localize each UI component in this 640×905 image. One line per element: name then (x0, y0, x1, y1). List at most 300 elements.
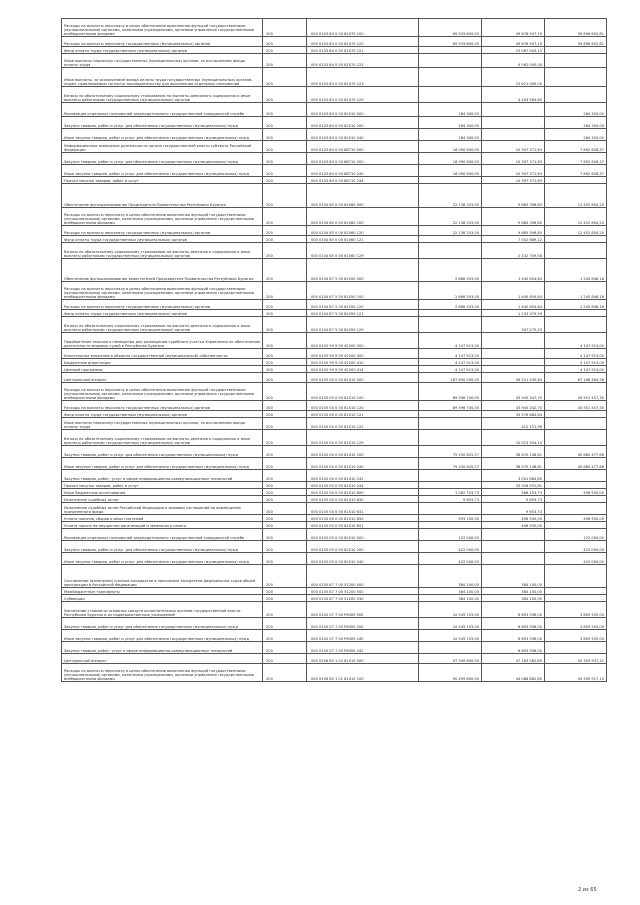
row-code-cell: 200 (263, 208, 307, 226)
table-row (62, 129, 607, 141)
row-executed-cell: 49 676 947,19 (482, 37, 545, 47)
row-unexecuted-cell: 284 300,00 (545, 103, 607, 117)
row-name-cell: Реализация отдельных полномочий законодательного государственной гражданской службе (62, 529, 263, 541)
row-executed-cell: - (482, 333, 545, 349)
row-code-cell: 200 (263, 553, 307, 565)
row-code-cell: 200 (263, 349, 307, 359)
table-row (62, 141, 607, 153)
table-row (62, 588, 607, 595)
table-row (62, 359, 607, 366)
row-approved-cell (419, 47, 482, 54)
row-approved-cell: 384 100,00 (419, 595, 482, 602)
row-kbk-cell: 000 0104 85 0 00 81060 100 (307, 208, 419, 226)
row-approved-cell (419, 482, 482, 489)
row-executed-cell: 384 100,00 (482, 595, 545, 602)
table-row (62, 496, 607, 503)
row-unexecuted-cell (545, 54, 607, 68)
page-indicator: 2 из 65 (578, 887, 597, 893)
row-executed-cell: - (482, 103, 545, 117)
row-code-cell: 200 (263, 503, 307, 515)
table-row (62, 47, 607, 54)
row-name-cell: Расходы на выплаты персоналу государственных (муниципальных) органов (62, 226, 263, 236)
row-executed-cell: 15 067 043,15 (482, 47, 545, 54)
row-name-cell: Прочая закупка товаров, работ и услуг (62, 482, 263, 489)
row-kbk-cell: 000 0104 87 5 00 81050 129 (307, 317, 419, 333)
row-unexecuted-cell (545, 243, 607, 259)
row-unexecuted-cell: 7 692 628,37 (545, 153, 607, 165)
table-row (62, 489, 607, 496)
row-approved-cell: 284 300,00 (419, 129, 482, 141)
row-unexecuted-cell (545, 522, 607, 529)
row-code-cell: 200 (263, 68, 307, 87)
row-kbk-cell: 000 0106 85 1 01 81010 100 (307, 664, 419, 682)
table-row (62, 208, 607, 226)
row-code-cell: 200 (263, 489, 307, 496)
row-unexecuted-cell (545, 418, 607, 430)
row-executed-cell: 47 183 562,69 (482, 654, 545, 664)
row-unexecuted-cell: 4 147 913,00 (545, 366, 607, 373)
row-kbk-cell: 000 0103 84 0 00 81070 100 (307, 19, 419, 37)
row-kbk-cell: 000 0104 87 5 00 81050 121 (307, 310, 419, 317)
row-code-cell: 200 (263, 588, 307, 595)
row-approved-cell (419, 411, 482, 418)
row-kbk-cell: 000 0105 00 0 00 82010 200 (307, 541, 419, 553)
row-unexecuted-cell: 284 300,00 (545, 117, 607, 129)
row-executed-cell: 33 576 684,64 (482, 411, 545, 418)
row-approved-cell: 1 082 703,73 (419, 489, 482, 496)
row-unexecuted-cell: 3 855 555,00 (545, 630, 607, 642)
row-unexecuted-cell: 45 551 457,30 (545, 383, 607, 401)
table-row (62, 529, 607, 541)
row-unexecuted-cell: 3 855 555,00 (545, 602, 607, 618)
row-kbk-cell: 000 0103 84 0 00 88710 000 (307, 141, 419, 153)
row-code-cell: 200 (263, 184, 307, 208)
row-approved-cell: 22 138 203,00 (419, 226, 482, 236)
row-executed-cell: 412 151,98 (482, 418, 545, 430)
row-approved-cell: 384 100,00 (419, 565, 482, 588)
row-name-cell: Иные выплаты персоналу государственных (муниципальных) органов, за исключением фонда оплаты труда (62, 54, 263, 68)
row-kbk-cell: 000 0104 87 5 00 81050 100 (307, 282, 419, 300)
row-executed-cell: 6 693 598,00 (482, 642, 545, 654)
row-approved-cell (419, 418, 482, 430)
row-approved-cell: 10 549 153,00 (419, 630, 482, 642)
table-row (62, 618, 607, 630)
row-approved-cell (419, 642, 482, 654)
table-row (62, 411, 607, 418)
row-unexecuted-cell (545, 470, 607, 482)
row-executed-cell: 3 041 684,80 (482, 470, 545, 482)
row-code-cell: 200 (263, 243, 307, 259)
row-unexecuted-cell (545, 310, 607, 317)
row-kbk-cell: 000 0104 85 0 00 81060 000 (307, 184, 419, 208)
table-row (62, 68, 607, 87)
row-approved-cell: 384 100,00 (419, 588, 482, 595)
budget-execution-table (61, 18, 607, 682)
table-row (62, 300, 607, 310)
row-kbk-cell: 000 0105 00 0 00 81010 800 (307, 489, 419, 496)
row-executed-cell: 307 275,25 (482, 317, 545, 333)
row-unexecuted-cell: 422 000,00 (545, 553, 607, 565)
row-kbk-cell: 000 0105 00 0 00 81010 129 (307, 430, 419, 446)
row-name-cell: Фонд оплаты труда государственных (муниципальных) органов (62, 411, 263, 418)
row-code-cell: 200 (263, 602, 307, 618)
row-name-cell: Фонд оплаты труда государственных (муниципальных) органов (62, 236, 263, 243)
row-kbk-cell: 000 0105 00 0 00 81010 850 (307, 515, 419, 522)
row-unexecuted-cell (545, 68, 607, 87)
row-unexecuted-cell: 40 680 477,66 (545, 446, 607, 458)
row-approved-cell: 284 300,00 (419, 103, 482, 117)
row-approved-cell: 2 686 503,00 (419, 300, 482, 310)
row-name-cell: Расходы на выплаты персоналу в целях обеспечения выполнения функций государственными (муниципальными) органами, казенными учреждениями, органами управления государственными внебюджетными фондами (62, 19, 263, 37)
row-approved-cell (419, 54, 482, 68)
table-row (62, 153, 607, 165)
row-name-cell: Расходы на выплаты персоналу государственных (муниципальных) органов (62, 401, 263, 411)
row-kbk-cell: 000 0105 00 0 00 81010 121 (307, 411, 419, 418)
row-approved-cell (419, 243, 482, 259)
table-row (62, 654, 607, 664)
row-code-cell: 200 (263, 333, 307, 349)
row-kbk-cell: 000 0105 99 9 00 42200 400 (307, 349, 419, 359)
row-kbk-cell: 000 0105 00 0 00 81010 851 (307, 522, 419, 529)
row-code-cell: 200 (263, 153, 307, 165)
row-code-cell: 200 (263, 282, 307, 300)
row-unexecuted-cell: 284 300,00 (545, 129, 607, 141)
row-name-cell: Приобретение нежилого помещения для размещения судебного участка Управления по обеспечению деятельности мировых судей в Республике Бурятия (62, 333, 263, 349)
table-row (62, 503, 607, 515)
row-name-cell: Уплата налога на имущество организаций и земельного налога (62, 522, 263, 529)
row-unexecuted-cell: 122 000,00 (545, 529, 607, 541)
row-executed-cell: 6 693 598,00 (482, 630, 545, 642)
row-code-cell: 200 (263, 129, 307, 141)
row-kbk-cell: 000 0105 07 7 00 P6309 200 (307, 618, 419, 630)
table-row (62, 383, 607, 401)
row-executed-cell: 9 685 398,80 (482, 226, 545, 236)
row-unexecuted-cell (545, 430, 607, 446)
table-row (62, 310, 607, 317)
row-code-cell: 200 (263, 458, 307, 470)
row-kbk-cell: 000 0103 84 0 00 81070 122 (307, 54, 419, 68)
row-code-cell: 200 (263, 259, 307, 282)
row-unexecuted-cell: 1 245 848,16 (545, 300, 607, 310)
row-kbk-cell: 000 0103 84 0 00 82010 000 (307, 103, 419, 117)
row-approved-cell: 89 596 700,00 (419, 383, 482, 401)
row-approved-cell: 10 549 153,00 (419, 602, 482, 618)
row-unexecuted-cell: 4 147 913,00 (545, 333, 607, 349)
row-kbk-cell: 000 0105 00 0 00 81010 240 (307, 458, 419, 470)
row-unexecuted-cell: 67 168 464,56 (545, 373, 607, 383)
row-approved-cell: 10 549 153,00 (419, 618, 482, 630)
table-row (62, 243, 607, 259)
row-code-cell: 200 (263, 654, 307, 664)
row-executed-cell: 10 397 371,63 (482, 165, 545, 177)
row-kbk-cell: 000 0105 99 9 00 42200 410 (307, 359, 419, 366)
row-name-cell: Взносы по обязательному социальному страхованию на выплаты денежного содержания и иные выплаты работникам государственных (муниципальных) органов (62, 430, 263, 446)
row-kbk-cell: 000 0104 87 5 00 81050 120 (307, 300, 419, 310)
row-executed-cell: - (482, 541, 545, 553)
table-row (62, 522, 607, 529)
table-row (62, 446, 607, 458)
row-kbk-cell: 000 0105 00 0 00 81010 242 (307, 470, 419, 482)
row-approved-cell: 18 090 600,00 (419, 153, 482, 165)
row-approved-cell: 4 147 913,00 (419, 333, 482, 349)
row-approved-cell: 18 090 600,00 (419, 141, 482, 153)
table-row (62, 37, 607, 47)
row-code-cell: 200 (263, 383, 307, 401)
row-approved-cell (419, 68, 482, 87)
row-approved-cell: 79 250 625,27 (419, 446, 482, 458)
row-code-cell: 200 (263, 411, 307, 418)
row-code-cell: 200 (263, 317, 307, 333)
table-row (62, 664, 607, 682)
row-code-cell: 200 (263, 470, 307, 482)
row-executed-cell: 38 070 148,61 (482, 458, 545, 470)
row-unexecuted-cell (545, 177, 607, 184)
row-name-cell: Закупка товаров, работ и услуг для обеспечения государственных (муниципальных) нужд (62, 618, 263, 630)
row-approved-cell: 2 686 503,00 (419, 282, 482, 300)
row-executed-cell: 6 693 598,00 (482, 602, 545, 618)
row-approved-cell (419, 470, 482, 482)
row-kbk-cell: 000 0105 00 0 00 81010 000 (307, 373, 419, 383)
row-name-cell: Закупка товаров, работ и услуг для обеспечения государственных (муниципальных) нужд (62, 153, 263, 165)
table-row (62, 642, 607, 654)
row-executed-cell: 49 676 947,19 (482, 19, 545, 37)
row-unexecuted-cell (545, 503, 607, 515)
row-kbk-cell: 000 0105 00 0 00 82010 000 (307, 529, 419, 541)
row-unexecuted-cell: 1 245 848,16 (545, 259, 607, 282)
row-approved-cell (419, 236, 482, 243)
table-row (62, 458, 607, 470)
row-unexecuted-cell: 7 692 628,37 (545, 165, 607, 177)
row-executed-cell: 1 440 654,84 (482, 259, 545, 282)
row-approved-cell: 993 100,00 (419, 515, 482, 522)
row-unexecuted-cell: 40 680 477,66 (545, 458, 607, 470)
row-unexecuted-cell: - (545, 588, 607, 595)
row-name-cell: Иные выплаты персоналу государственных (муниципальных) органов, за исключением фонда оплаты труда (62, 418, 263, 430)
table-row (62, 366, 607, 373)
row-kbk-cell: 000 0105 87 7 00 51200 000 (307, 565, 419, 588)
row-executed-cell: 7 552 689,22 (482, 236, 545, 243)
row-code-cell: 200 (263, 54, 307, 68)
row-kbk-cell: 000 0105 00 0 00 82010 240 (307, 553, 419, 565)
row-executed-cell: 384 100,00 (482, 565, 545, 588)
row-kbk-cell: 000 0105 99 9 00 42200 000 (307, 333, 419, 349)
row-executed-cell: 496 550,00 (482, 522, 545, 529)
row-unexecuted-cell: - (545, 595, 607, 602)
table-row (62, 595, 607, 602)
row-name-cell: Расходы на выплаты персоналу государственных (муниципальных) органов (62, 37, 263, 47)
row-executed-cell: 2 132 709,58 (482, 243, 545, 259)
row-name-cell: Закупка товаров, работ и услуг для обеспечения государственных (муниципальных) нужд (62, 446, 263, 458)
row-unexecuted-cell: 12 452 804,20 (545, 184, 607, 208)
row-code-cell: 200 (263, 430, 307, 446)
row-approved-cell: 9 653,73 (419, 496, 482, 503)
row-kbk-cell: 000 0103 84 0 00 81070 123 (307, 68, 419, 87)
row-approved-cell: 22 138 203,00 (419, 184, 482, 208)
row-approved-cell: 89 533 600,00 (419, 37, 482, 47)
table-row (62, 418, 607, 430)
row-code-cell: 200 (263, 37, 307, 47)
row-code-cell: 200 (263, 373, 307, 383)
table-row (62, 482, 607, 489)
table-row (62, 87, 607, 103)
row-unexecuted-cell (545, 482, 607, 489)
table-row (62, 630, 607, 642)
row-approved-cell (419, 177, 482, 184)
row-approved-cell (419, 430, 482, 446)
table-row (62, 602, 607, 618)
row-name-cell: Закупка товаров, работ, услуг в сфере информационно-коммуникационных технологий (62, 470, 263, 482)
row-executed-cell: 43 945 347,70 (482, 383, 545, 401)
row-kbk-cell: 000 0105 07 7 00 P6309 000 (307, 602, 419, 618)
row-kbk-cell: 000 0105 07 7 00 P6309 242 (307, 642, 419, 654)
row-kbk-cell: 000 0103 84 0 00 81070 120 (307, 37, 419, 47)
row-name-cell: Бюджетные инвестиции (62, 359, 263, 366)
row-name-cell: Информационное освещение деятельности органа государственной власти субъекта Российской Федерации (62, 141, 263, 153)
row-code-cell: 200 (263, 664, 307, 682)
row-name-cell: Капитальные вложения в объекты государственной (муниципальной) собственности (62, 349, 263, 359)
table-row (62, 177, 607, 184)
row-executed-cell: 496 550,00 (482, 515, 545, 522)
table-row (62, 553, 607, 565)
row-name-cell: Закупка товаров, работ и услуг для обеспечения государственных (муниципальных) нужд (62, 117, 263, 129)
row-approved-cell: 422 000,00 (419, 553, 482, 565)
row-approved-cell: 89 533 600,00 (419, 19, 482, 37)
row-code-cell: 200 (263, 630, 307, 642)
row-kbk-cell: 000 0105 00 0 00 81010 120 (307, 401, 419, 411)
row-approved-cell: 122 000,00 (419, 529, 482, 541)
table-row (62, 282, 607, 300)
row-executed-cell: 9 685 398,80 (482, 184, 545, 208)
row-code-cell: 200 (263, 595, 307, 602)
row-executed-cell: 10 397 371,63 (482, 177, 545, 184)
row-unexecuted-cell: - (545, 496, 607, 503)
row-name-cell: Обеспечение функционирования заместителей Председателя Правительства Республики Бурятия (62, 259, 263, 282)
row-kbk-cell: 000 0103 84 0 00 81070 129 (307, 87, 419, 103)
row-kbk-cell: 000 0103 84 0 00 88710 244 (307, 177, 419, 184)
table-row (62, 236, 607, 243)
row-name-cell: Расходы на выплаты персоналу государственных (муниципальных) органов (62, 300, 263, 310)
row-kbk-cell: 000 0105 99 9 00 42200 414 (307, 366, 419, 373)
row-executed-cell: 56 521 545,64 (482, 373, 545, 383)
row-name-cell: Иные закупки товаров, работ и услуг для обеспечения государственных (муниципальных) нужд (62, 458, 263, 470)
table-row (62, 541, 607, 553)
row-code-cell: 200 (263, 482, 307, 489)
row-name-cell: Фонд оплаты труда государственных (муниципальных) органов (62, 310, 263, 317)
row-name-cell: Иные выплаты, за исключением фонда оплаты труда государственных (муниципальных) органов, лицам, привлекаемым согласно законодательству для выполнения отдельных полномочий (62, 68, 263, 87)
row-name-cell: Увеличение стоимости основных средств исполнительных органов государственной власти Республики Бурятия и их подведомственных учреждений (62, 602, 263, 618)
row-name-cell: Уплата налогов, сборов и иных платежей (62, 515, 263, 522)
row-approved-cell (419, 317, 482, 333)
row-code-cell: 200 (263, 529, 307, 541)
row-approved-cell (419, 503, 482, 515)
row-unexecuted-cell: 39 856 652,81 (545, 19, 607, 37)
row-unexecuted-cell: 3 855 555,00 (545, 618, 607, 630)
row-unexecuted-cell: 4 147 913,00 (545, 359, 607, 366)
row-unexecuted-cell: 12 452 804,20 (545, 226, 607, 236)
row-unexecuted-cell (545, 87, 607, 103)
row-unexecuted-cell: 7 692 628,37 (545, 141, 607, 153)
row-code-cell: 200 (263, 541, 307, 553)
row-kbk-cell: 000 0105 87 7 00 51200 500 (307, 588, 419, 595)
row-executed-cell: - (482, 366, 545, 373)
row-unexecuted-cell (545, 411, 607, 418)
row-executed-cell: 10 397 371,63 (482, 141, 545, 153)
row-unexecuted-cell: 496 550,00 (545, 489, 607, 496)
row-code-cell: 200 (263, 642, 307, 654)
table-row (62, 401, 607, 411)
row-code-cell: 200 (263, 141, 307, 153)
row-executed-cell: 44 088 882,85 (482, 664, 545, 682)
row-name-cell: Расходы на выплаты персоналу в целях обеспечения выполнения функций государственными (муниципальными) органами, казенными учреждениями, органами управления государственными внебюджетными фондами (62, 208, 263, 226)
row-approved-cell: 18 090 600,00 (419, 165, 482, 177)
row-name-cell: Иные закупки товаров, работ и услуг для обеспечения государственных (муниципальных) нужд (62, 553, 263, 565)
row-unexecuted-cell: 1 245 848,16 (545, 282, 607, 300)
row-name-cell: Расходы на выплаты персоналу в целях обеспечения выполнения функций государственными (муниципальными) органами, казенными учреждениями, органами управления государственными внебюджетными фондами (62, 383, 263, 401)
row-kbk-cell: 000 0104 87 5 00 81050 000 (307, 259, 419, 282)
row-name-cell: Составление (изменение) списков кандидатов в присяжные заседатели федеральных судов общей юрисдикции в Российской Федерации (62, 565, 263, 588)
row-code-cell: 200 (263, 515, 307, 522)
row-executed-cell: 33 926 552,81 (482, 482, 545, 489)
row-code-cell: 200 (263, 446, 307, 458)
row-executed-cell: 10 013 594,10 (482, 430, 545, 446)
row-executed-cell: - (482, 529, 545, 541)
row-executed-cell: 6 693 598,00 (482, 618, 545, 630)
row-code-cell: 200 (263, 366, 307, 373)
row-name-cell: Целевой программы (62, 366, 263, 373)
row-executed-cell: 4 562 000,00 (482, 54, 545, 68)
row-kbk-cell: 000 0105 00 0 00 81010 122 (307, 418, 419, 430)
table-row (62, 226, 607, 236)
row-unexecuted-cell (545, 236, 607, 243)
row-kbk-cell: 000 0105 87 7 00 51200 530 (307, 595, 419, 602)
table-row (62, 349, 607, 359)
table-row (62, 333, 607, 349)
row-kbk-cell: 000 0105 00 0 00 81010 100 (307, 383, 419, 401)
row-code-cell: 200 (263, 565, 307, 588)
row-kbk-cell: 000 0105 07 7 00 P6309 240 (307, 630, 419, 642)
row-unexecuted-cell: 4 147 913,00 (545, 349, 607, 359)
row-name-cell: Центральный аппарат (62, 654, 263, 664)
row-code-cell: 200 (263, 236, 307, 243)
report-page (61, 18, 606, 682)
table-row (62, 565, 607, 588)
row-kbk-cell: 000 0105 00 0 00 81010 831 (307, 503, 419, 515)
table-body (62, 19, 607, 682)
row-name-cell: Иные закупки товаров, работ и услуг для обеспечения государственных (муниципальных) нужд (62, 630, 263, 642)
row-name-cell: Закупка товаров, работ и услуг для обеспечения государственных (муниципальных) нужд (62, 541, 263, 553)
row-approved-cell (419, 522, 482, 529)
row-approved-cell: 4 147 913,00 (419, 349, 482, 359)
table-row (62, 515, 607, 522)
row-unexecuted-cell: 50 355 937,31 (545, 654, 607, 664)
row-unexecuted-cell (545, 642, 607, 654)
row-executed-cell: 1 133 379,59 (482, 310, 545, 317)
row-unexecuted-cell: 39 856 652,81 (545, 37, 607, 47)
row-code-cell: 200 (263, 165, 307, 177)
row-kbk-cell: 000 0103 84 0 00 82010 240 (307, 129, 419, 141)
row-kbk-cell: 000 0105 00 0 00 81010 244 (307, 482, 419, 489)
row-kbk-cell: 000 0103 84 0 00 88710 200 (307, 153, 419, 165)
row-approved-cell: 89 596 700,00 (419, 401, 482, 411)
row-unexecuted-cell: 45 551 457,30 (545, 401, 607, 411)
row-approved-cell: 90 499 800,00 (419, 664, 482, 682)
row-approved-cell: 22 138 203,00 (419, 208, 482, 226)
row-code-cell: 200 (263, 359, 307, 366)
row-name-cell: Субвенции (62, 595, 263, 602)
row-executed-cell: 9 653,73 (482, 496, 545, 503)
row-approved-cell: 2 686 503,00 (419, 259, 482, 282)
row-name-cell: Межбюджетные трансферты (62, 588, 263, 595)
